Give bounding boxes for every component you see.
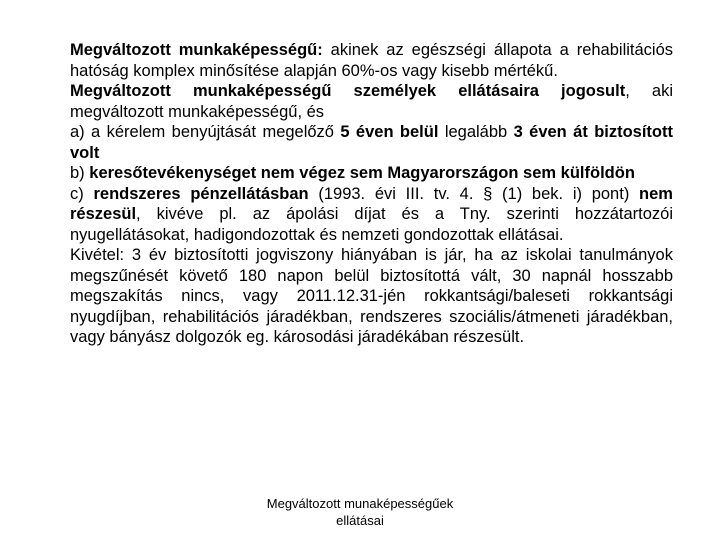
paragraph <box>70 40 673 81</box>
text-run: Kivétel: 3 év biztosítotti jogviszony hiányában is jár, ha az iskolai tanulmányok megszűnését követő 180 napon belül biztosítottá vált, 30 napnál hosszabb megszakítás nincs, vagy 2011.12.31-jén rokkantsági/baleseti rokkantsági nyugdíjban, rehabilitációs járadékban, rendszeres szociális/átmeneti járadékban, vagy bányász dolgozók eg. károsodási járadékában részesült. <box>70 246 673 346</box>
document-body <box>70 40 673 348</box>
bold-text: nem részesül <box>70 184 673 223</box>
bold-text: rendszeres pénzellátásban <box>93 184 309 203</box>
footer-line-1: Megváltozott munaképességűek <box>266 496 454 511</box>
text-run: (1993. évi III. tv. 4. § (1) bek. i) pont) <box>308 184 640 203</box>
text-run: a) a kérelem benyújtását megelőző <box>70 123 341 141</box>
bold-text: 5 éven belül <box>340 123 439 141</box>
paragraph <box>70 245 673 348</box>
bold-text: keresőtevékenységet nem végez sem Magyarországon sem külföldön <box>89 164 635 182</box>
text-run: c) <box>70 184 94 203</box>
text-run: , aki megváltozott munkaképességű, és <box>70 82 673 121</box>
footer-line-2: ellátásai <box>336 513 384 528</box>
text-run: legalább <box>438 123 514 141</box>
bold-text: Megváltozott munkaképességű: <box>70 41 323 59</box>
bold-text: Megváltozott munkaképességű személyek ellátásaira jogosult <box>70 82 626 100</box>
bold-text: 3 éven át biztosított volt <box>70 123 673 162</box>
paragraph <box>70 163 673 184</box>
paragraph <box>70 184 673 246</box>
text-run: akinek az egészségi állapota a rehabilitációs hatóság komplex minősítése alapján 60%-os vagy kisebb mértékű. <box>70 41 673 80</box>
paragraph <box>70 122 673 163</box>
text-run: , kivéve pl. az ápolási díjat és a Tny. szerinti hozzátartozói nyugellátásokat, hadigondozottak és nemzeti gondozottak ellátásai. <box>70 205 673 244</box>
paragraph <box>70 81 673 122</box>
text-run: b) <box>70 164 90 182</box>
slide-footer <box>0 495 720 529</box>
